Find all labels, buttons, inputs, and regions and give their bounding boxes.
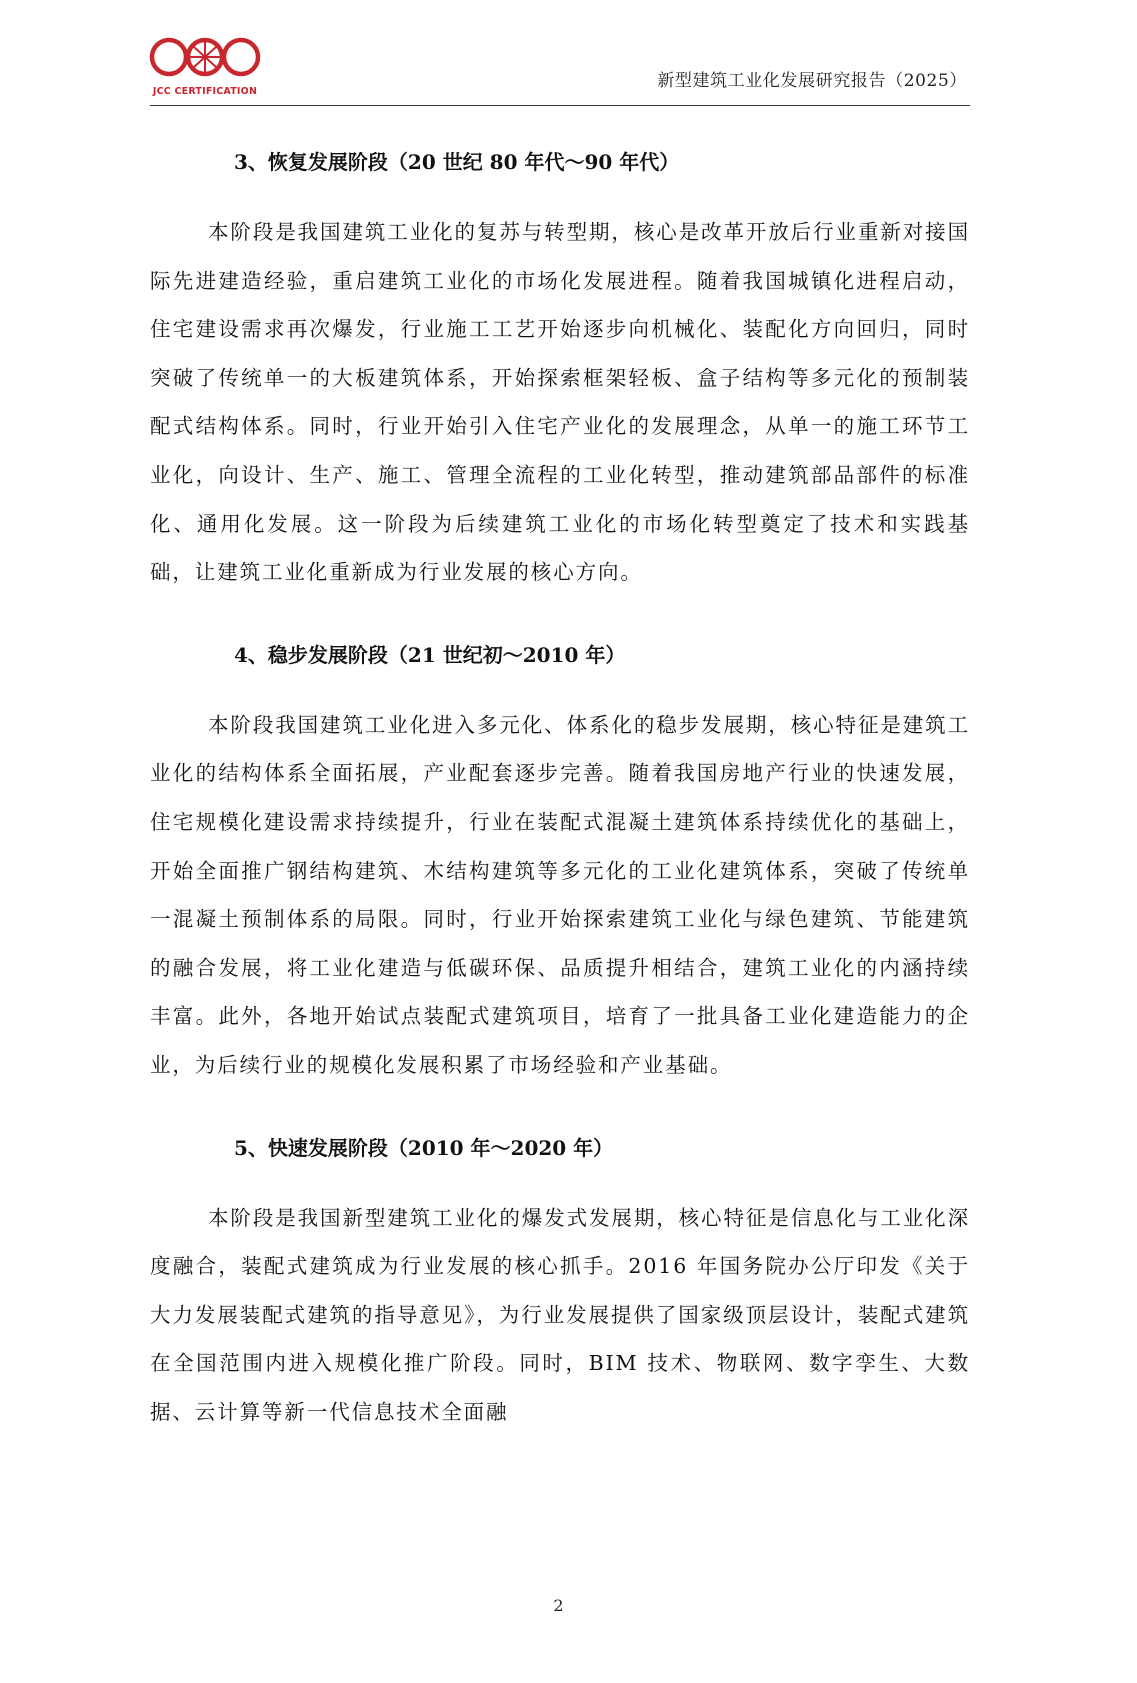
page-number: 2 bbox=[553, 1596, 564, 1615]
logo-text: JCC CERTIFICATION bbox=[152, 86, 258, 97]
section-heading: 4、稳步发展阶段（21 世纪初～2010 年） bbox=[234, 642, 626, 667]
section-heading: 3、恢复发展阶段（20 世纪 80 年代～90 年代） bbox=[234, 150, 680, 174]
report-header-title: 新型建筑工业化发展研究报告（2025） bbox=[657, 71, 967, 91]
section-paragraph: 本阶段是我国建筑工业化的复苏与转型期，核心是改革开放后行业重新对接国际先进建造经验，重启建筑工业化的市场化发展进程。随着我国城镇化进程启动，住宅建设需求再次爆发，行业施工工艺开始逐步向机械化、装配化方向回归，同时突破了传统单一的大板建筑体系，开始探索框架轻板、盒子结构等多元化的预制装配式结构体系。同时，行业开始引入住宅产业化的发展理念，从单一的施工环节工业化，向设计、生产、施工、管理全流程的工业化转型，推动建筑部品部件的标准化、通用化发展。这一阶段为后续建筑工业化的市场化转型奠定了技术和实践基础，让建筑工业化重新成为行业发展的核心方向。 bbox=[150, 220, 970, 585]
section-paragraph: 本阶段是我国新型建筑工业化的爆发式发展期，核心特征是信息化与工业化深度融合，装配式建筑成为行业发展的核心抓手。2016 年国务院办公厅印发《关于大力发展装配式建筑的指导意见》，为行业发展提供了国家级顶层设计，装配式建筑在全国范围内进入规模化推广阶段。同时，BIM 技术、物联网、数字孪生、大数据、云计算等新一代信息技术全面融 bbox=[150, 1205, 970, 1424]
header-divider bbox=[150, 105, 970, 106]
jcc-certification-logo bbox=[148, 34, 262, 100]
section-paragraph: 本阶段我国建筑工业化进入多元化、体系化的稳步发展期，核心特征是建筑工业化的结构体系全面拓展，产业配套逐步完善。随着我国房地产行业的快速发展，住宅规模化建设需求持续提升，行业在装配式混凝土建筑体系持续优化的基础上，开始全面推广钢结构建筑、木结构建筑等多元化的工业化建筑体系，突破了传统单一混凝土预制体系的局限。同时，行业开始探索建筑工业化与绿色建筑、节能建筑的融合发展，将工业化建造与低碳环保、品质提升相结合，建筑工业化的内涵持续丰富。此外，各地开始试点装配式建筑项目，培育了一批具备工业化建造能力的企业，为后续行业的规模化发展积累了市场经验和产业基础。 bbox=[150, 712, 970, 1077]
section-heading: 5、快速发展阶段（2010 年～2020 年） bbox=[234, 1135, 614, 1160]
document-body bbox=[150, 146, 970, 1436]
logo-rings-icon bbox=[148, 34, 262, 86]
